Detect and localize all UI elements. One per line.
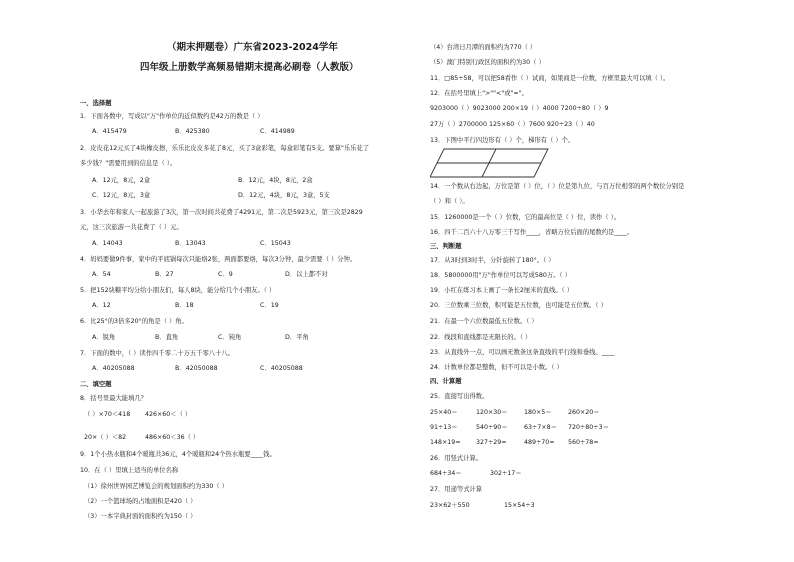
q3-option-c: C．15043: [260, 240, 291, 247]
q3-option-a: A．14043: [92, 240, 123, 247]
question-20: 20．三位数乘三位数，积可能是五位数，也可能是五位数。（ ）: [430, 302, 607, 309]
question-19: 19．小红在练习本上画了一条长2厘米的直线。（ ）: [430, 287, 574, 294]
question-21: 21．在最一个六位数最低五位数。（ ）: [430, 318, 538, 325]
question-12-row-1: 9203000（ ）9023000 200×19（ ）4000 7200÷80（ ）9: [430, 105, 609, 112]
question-14-line-1: 14．一个数从右边起，万位是第（ ）位，（ ）位是第九位，与百万位相邻的两个数位分别是: [430, 183, 685, 190]
q25-item: 91÷13＝: [430, 424, 458, 431]
question-2-line-2: 多少钱？"需要用到的信息是（ ）。: [80, 160, 177, 167]
q25-item: 489÷70≈: [524, 439, 555, 446]
q6-option-b: B．直角: [155, 334, 179, 341]
section-calc-heading: 四、计算题: [430, 378, 462, 385]
parallelogram-figure: [430, 147, 550, 179]
q4-option-b: B．27: [155, 271, 174, 278]
question-7: 7．下面的数中，（ ）读作四千零二十万五千零八十八。: [80, 350, 234, 357]
paper-title-line-2: 四年级上册数学高频易错期末提高必刷卷（人教版）: [140, 62, 359, 73]
q1-option-b: B．425380: [175, 128, 210, 135]
section-fill-heading: 二、填空题: [80, 381, 112, 388]
question-27: 27．用递等式计算: [430, 486, 483, 493]
question-3-line-2: 元，这三次旅游一共花费了（ ）元。: [80, 224, 183, 231]
q25-item: 25×40＝: [430, 409, 458, 416]
question-12: 12．在括号里填上">""<"或"="。: [430, 90, 528, 97]
q25-item: 63÷7×8＝: [524, 424, 557, 431]
q25-item: 560÷78≈: [568, 439, 599, 446]
q25-item: 260×20＝: [568, 409, 600, 416]
section-judge-heading: 三、判断题: [430, 243, 462, 250]
q2-option-d: D．12元，4块，8元，3盒，5支: [238, 192, 330, 199]
q4-option-d: D．以上都不对: [285, 271, 328, 278]
q2-option-c: C．12元，8元，3盒: [92, 192, 151, 199]
question-10-item-3: （3）一本字典封面的面积约为150（ ）: [84, 513, 197, 520]
q8-item-2: 426×60＜（ ）: [145, 411, 192, 418]
question-23: 23．从直线外一点，可以画无数条这条直线的平行线和垂线。____: [430, 349, 615, 356]
question-4: 4．妈妈要做9件事，家中的平底锅每次只能烙2张，两面都要烙，每次3分钟，最少需要（ ）分钟。: [80, 256, 357, 263]
question-9: 9．1个小热水瓶和4个暖瓶共36元，4个暖瓶和24个热水瓶要____钱。: [80, 451, 276, 458]
q1-option-a: A．415479: [92, 128, 127, 135]
q27-item: 15×54÷3: [504, 502, 535, 509]
q7-option-c: C．40205088: [260, 365, 303, 372]
question-24: 24．计数单位都是整数，但不可以是小数。（ ）: [430, 364, 563, 371]
q2-option-b: B．12元，4块，8元，2盒: [238, 177, 313, 184]
question-5: 5．把152块糖平均分给小朋友们，每人8块，能分给几个小朋友。（ ）: [80, 287, 276, 294]
question-22: 22．线段和直线都是无限长的。（ ）: [430, 334, 532, 341]
q6-option-a: A．锐角: [92, 334, 116, 341]
q25-item: 327÷29≈: [476, 439, 507, 446]
question-11: 11．□85÷58，可以把58看作（ ）试商，如果商是一位数，方框里最大可以填（ ）。: [430, 75, 670, 82]
question-6: 6．比25°的3倍多20°的角是（ ）角。: [80, 318, 188, 325]
q26-item: 684÷34＝: [430, 470, 462, 477]
question-10: 10．在（ ）里填上适当的单位名称: [80, 467, 179, 474]
question-3-line-1: 3．小华去年和家人一起旅游了3次，第一次时间共花费了4291元，第二次是5923元，第三次是2829: [80, 209, 363, 216]
q7-option-b: B．42050088: [175, 365, 218, 372]
question-13: 13．下图中平行四边形有（ ）个，梯形有（ ）个。: [430, 137, 575, 144]
question-1: 1．下面各数中，写成以"万"作单位的近似数约是42万的数是（ ）: [80, 113, 264, 120]
question-26: 26．用竖式计算。: [430, 455, 483, 462]
section-choice-heading: 一、选择题: [80, 100, 112, 107]
question-17: 17．从3时到3时半，分针旋转了180°。（ ）: [430, 257, 555, 264]
q4-option-c: C．9: [218, 271, 233, 278]
q25-item: 148×19≈: [430, 439, 461, 446]
q25-item: 180×5＝: [524, 409, 552, 416]
question-10-item-1: （1）徐州世界园艺博览会的规划面积约为330（ ）: [84, 483, 228, 490]
q6-option-d: D．平角: [285, 334, 309, 341]
q6-option-c: C．钝角: [218, 334, 242, 341]
q7-option-a: A．40205088: [92, 365, 135, 372]
q5-option-b: B．18: [175, 302, 194, 309]
paper-title-line-1: （期末押题卷）广东省2023-2024学年: [167, 42, 338, 53]
question-10-item-4: （4）台湾日月潭的面积约为770（ ）: [430, 44, 537, 51]
question-10-item-5: （5）澳门特别行政区的面积约为30（ ）: [430, 59, 545, 66]
question-15: 15．1260000是一个（ ）位数，它的最高位是（ ）位，读作（ ）。: [430, 214, 621, 221]
q1-option-c: C．414989: [260, 128, 295, 135]
q25-item: 720÷80÷3＝: [568, 424, 609, 431]
question-10-item-2: （2）一个篮球场的占地面积是420（ ）: [84, 498, 197, 505]
q25-item: 120×30＝: [476, 409, 508, 416]
question-2-line-1: 2．皮皮花12元买了4块橡皮擦，乐乐比皮皮多花了8元，买了3盒彩笔，每盒彩笔有5支。要算"乐乐花了: [80, 145, 370, 152]
q8-item-4: 486×60＜36（ ）: [145, 434, 200, 441]
question-8: 8．括号里最大能填几？: [80, 395, 147, 402]
question-16: 16．四千二百六十八万零三千写作____，省略万位后面的尾数约是____。: [430, 229, 634, 236]
question-12-row-2: 27万（ ）2700000 125×60（ ）7600 920÷23（ ）40: [430, 121, 595, 128]
q26-item: 302÷17＝: [490, 470, 522, 477]
question-14-line-2: （ ）和（ ）。: [430, 198, 469, 205]
q8-item-1: （ ）×70＜418: [84, 411, 131, 418]
q5-option-a: A．12: [92, 302, 111, 309]
question-18: 18．5800000用"万"作单位可以写成580万。（ ）: [430, 272, 571, 279]
q2-option-a: A．12元，8元，2盒: [92, 177, 151, 184]
question-25: 25．直接写出得数。: [430, 393, 489, 400]
q3-option-b: B．13043: [175, 240, 206, 247]
q8-item-3: 20×（ ）＜82: [84, 434, 127, 441]
q25-item: 540÷90＝: [476, 424, 508, 431]
q5-option-c: C．19: [260, 302, 279, 309]
q27-item: 23×62＋550: [430, 502, 470, 509]
q4-option-a: A．54: [92, 271, 111, 278]
